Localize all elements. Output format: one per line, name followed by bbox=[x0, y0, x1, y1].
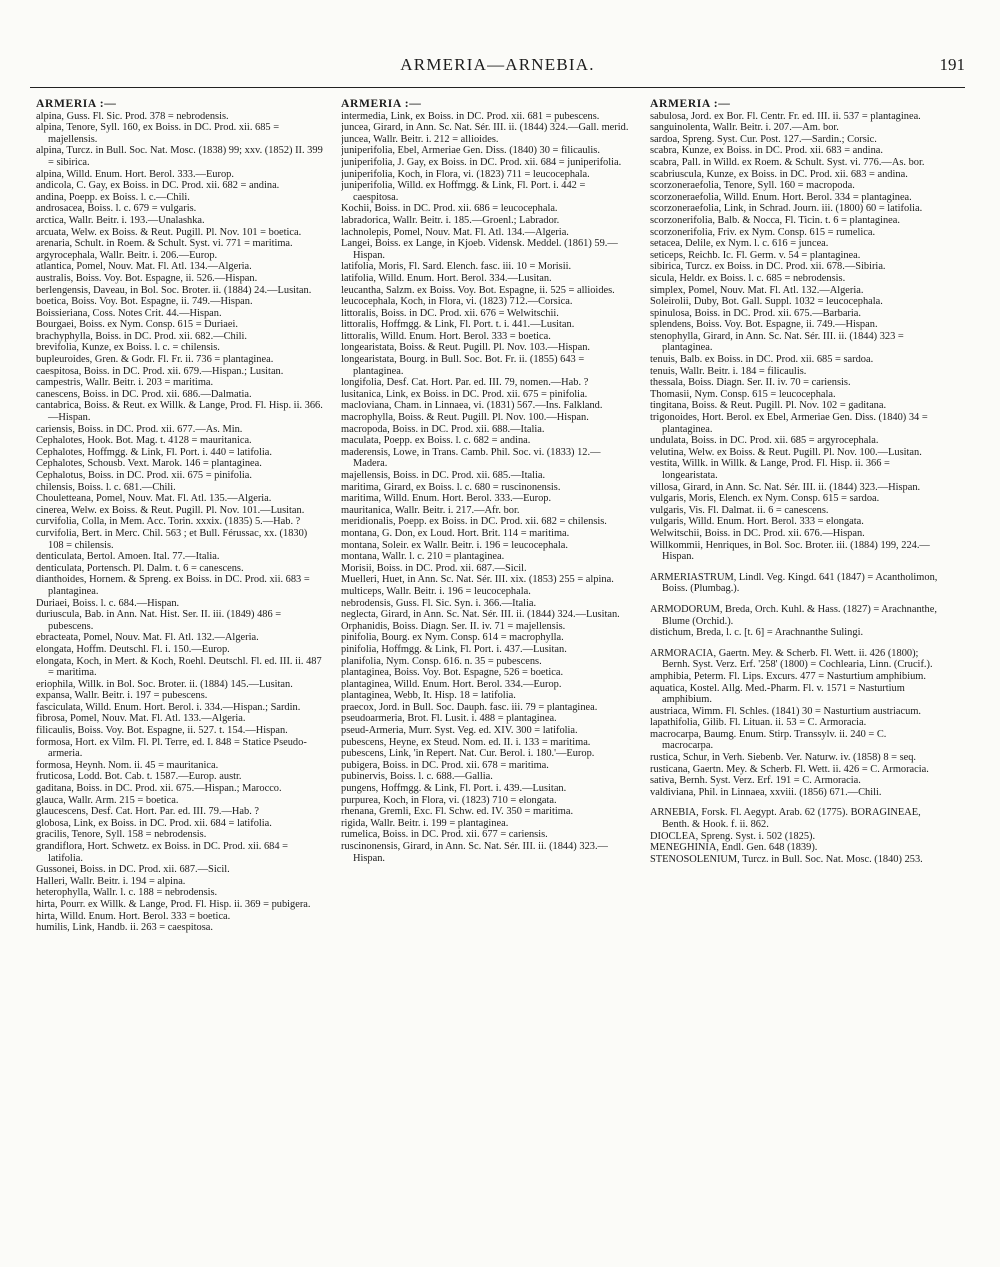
entry: macrophylla, Boiss. & Reut. Pugill. Pl. Nov. 100.—Hispan. bbox=[341, 412, 589, 424]
entry: atlantica, Pomel, Nouv. Mat. Fl. Atl. 134.—Algeria. bbox=[36, 261, 252, 273]
entry: lachnolepis, Pomel, Nouv. Mat. Fl. Atl. 134.—Algeria. bbox=[341, 226, 569, 238]
column-2 bbox=[341, 98, 629, 1258]
entry: brachyphylla, Boiss. in DC. Prod. xii. 682.—Chili. bbox=[36, 330, 247, 342]
entry: juniperifolia, Ebel, Armeriae Gen. Diss. (1840) 30 = filicaulis. bbox=[341, 145, 600, 157]
entry: pubigera, Boiss. in DC. Prod. xii. 678 = maritima. bbox=[341, 759, 549, 771]
entry: vulgaris, Willd. Enum. Hort. Berol. 333 = elongata. bbox=[650, 516, 864, 528]
page-header bbox=[30, 55, 965, 81]
entry: sativa, Bernh. Syst. Verz. Erf. 191 = C. Armoracia. bbox=[650, 775, 861, 787]
entry: pungens, Hoffmgg. & Link, Fl. Port. i. 439.—Lusitan. bbox=[341, 783, 567, 795]
entry: plantaginea, Willd. Enum. Hort. Berol. 334.—Europ. bbox=[341, 678, 562, 690]
entry: andina, Poepp. ex Boiss. l. c.—Chili. bbox=[36, 191, 190, 203]
entry: latifolia, Moris, Fl. Sard. Elench. fasc. iii. 10 = Morisii. bbox=[341, 261, 572, 273]
column-heading: ARMERIA :— bbox=[341, 98, 422, 110]
entry: multiceps, Wallr. Beitr. i. 196 = leucocephala. bbox=[341, 585, 531, 597]
entry: gaditana, Boiss. in DC. Prod. xii. 675.—Hispan.; Marocco. bbox=[36, 783, 282, 795]
entry: scorzoneraefolia, Tenore, Syll. 160 = macropoda. bbox=[650, 180, 855, 192]
entry: elongata, Koch, in Mert. & Koch, Roehl. Deutschl. Fl. ed. III. ii. 487 = maritima. bbox=[36, 655, 322, 679]
entry: pseudoarmeria, Brot. Fl. Lusit. i. 488 = plantaginea. bbox=[341, 713, 557, 725]
entry: alpina, Turcz. in Bull. Soc. Nat. Mosc. (1838) 99; xxv. (1852) II. 399 = sibirica. bbox=[36, 145, 323, 168]
entry: Orphanidis, Boiss. Diagn. Ser. II. iv. 71 = majellensis. bbox=[341, 620, 566, 632]
entry: dianthoides, Hornem. & Spreng. ex Boiss. in DC. Prod. xii. 683 = plantaginea. bbox=[36, 574, 310, 597]
entry-list bbox=[341, 111, 629, 865]
entry: littoralis, Hoffmgg. & Link, Fl. Port. t. i. 441.—Lusitan. bbox=[341, 319, 575, 331]
entry: glaucescens, Desf. Cat. Hort. Par. ed. III. 79.—Hab. ? bbox=[36, 806, 260, 818]
entry: splendens, Boiss. Voy. Bot. Espagne, ii. 749.—Hispan. bbox=[650, 319, 878, 331]
entry: argyrocephala, Wallr. Beitr. i. 206.—Europ. bbox=[36, 249, 218, 261]
entry: maritima, Girard, ex Boiss. l. c. 680 = ruscinonensis. bbox=[341, 481, 561, 493]
entry: pubinervis, Boiss. l. c. 688.—Gallia. bbox=[341, 771, 493, 783]
entry: macloviana, Cham. in Linnaea, vi. (1831) 567.—Ins. Falkland. bbox=[341, 400, 603, 412]
entry: scorzonerifolia, Friv. ex Nym. Consp. 615 = rumelica. bbox=[650, 226, 876, 238]
entry: montana, G. Don, ex Loud. Hort. Brit. 114 = maritima. bbox=[341, 527, 570, 539]
entry: vulgaris, Moris, Elench. ex Nym. Consp. 615 = sardoa. bbox=[650, 493, 880, 505]
entry: villosa, Girard, in Ann. Sc. Nat. Sér. III. ii. (1844) 323.—Hispan. bbox=[650, 481, 921, 493]
entry: ARMORACIA, Gaertn. Mey. & Scherb. Fl. Wett. ii. 426 (1800); Bernh. Syst. Verz. Erf. '258' (1800) = Cochlearia, Linn. (Crucif.). bbox=[650, 647, 933, 671]
column-heading: ARMERIA :— bbox=[36, 98, 117, 110]
entry: brevifolia, Kunze, ex Boiss. l. c. = chilensis. bbox=[36, 342, 220, 354]
entry: formosa, Heynh. Nom. ii. 45 = mauritanica. bbox=[36, 759, 219, 771]
entry: macropoda, Boiss. in DC. Prod. xii. 688.—Italia. bbox=[341, 423, 545, 435]
entry: australis, Boiss. Voy. Bot. Espagne, ii. 526.—Hispan. bbox=[36, 272, 258, 284]
entry: Soleirolii, Duby, Bot. Gall. Suppl. 1032 = leucocephala. bbox=[650, 296, 883, 308]
genera-list bbox=[650, 572, 938, 799]
entry: rhenana, Gremli, Exc. Fl. Schw. ed. IV. 350 = maritima. bbox=[341, 806, 574, 818]
entry: maritima, Willd. Enum. Hort. Berol. 333.—Europ. bbox=[341, 493, 552, 505]
entry: Cephalotes, Hook. Bot. Mag. t. 4128 = mauritanica. bbox=[36, 435, 252, 447]
entry: heterophylla, Wallr. l. c. 188 = nebrodensis. bbox=[36, 887, 218, 899]
entry: cinerea, Welw. ex Boiss. & Reut. Pugill. Pl. Nov. 101.—Lusitan. bbox=[36, 504, 305, 516]
entry: alpina, Willd. Enum. Hort. Berol. 333.—Europ. bbox=[36, 168, 234, 180]
entry: duriuscula, Bab. in Ann. Nat. Hist. Ser. II. iii. (1849) 486 = pubescens. bbox=[36, 609, 282, 632]
entry: cantabrica, Boiss. & Reut. ex Willk. & Lange, Prod. Fl. Hisp. ii. 366.—Hispan. bbox=[36, 400, 323, 424]
entry: sabulosa, Jord. ex Bor. Fl. Centr. Fr. ed. III. ii. 537 = plantaginea. bbox=[650, 110, 921, 122]
entry: majellensis, Boiss. in DC. Prod. xii. 685.—Italia. bbox=[341, 470, 546, 481]
entry: pseud-Armeria, Murr. Syst. Veg. ed. XIV. 300 = latifolia. bbox=[341, 725, 578, 737]
entry: MENEGHINIA, Endl. Gen. 648 (1839). bbox=[650, 842, 818, 854]
entry: spinulosa, Boiss. in DC. Prod. xii. 675.—Barbaria. bbox=[650, 307, 861, 319]
entry: purpurea, Koch, in Flora, vi. (1823) 710 = elongata. bbox=[341, 794, 557, 806]
entry: sicula, Heldr. ex Boiss. l. c. 685 = nebrodensis. bbox=[650, 272, 846, 284]
entry: planifolia, Nym. Consp. 616. n. 35 = pubescens. bbox=[341, 655, 542, 667]
entry: distichum, Breda, l. c. [t. 6] = Arachnanthe Sulingi. bbox=[650, 627, 864, 639]
entry: aquatica, Kostel. Allg. Med.-Pharm. Fl. v. 1571 = Nasturtium amphibium. bbox=[650, 682, 905, 706]
entry: maculata, Poepp. ex Boiss. l. c. 682 = andina. bbox=[341, 435, 531, 447]
entry: DIOCLEA, Spreng. Syst. i. 502 (1825). bbox=[650, 830, 816, 842]
entry: Muelleri, Huet, in Ann. Sc. Nat. Sér. III. xix. (1853) 255 = alpina. bbox=[341, 574, 614, 586]
entry: maderensis, Lowe, in Trans. Camb. Phil. Soc. vi. (1833) 12.—Madera. bbox=[341, 446, 601, 470]
entry: pubescens, Heyne, ex Steud. Nom. ed. II. i. 133 = maritima. bbox=[341, 736, 591, 748]
entry: scorzoneraefolia, Willd. Enum. Hort. Berol. 334 = plantaginea. bbox=[650, 191, 912, 203]
entry: bupleuroides, Gren. & Godr. Fl. Fr. ii. 736 = plantaginea. bbox=[36, 354, 274, 366]
entry: alpina, Tenore, Syll. 160, ex Boiss. in DC. Prod. xii. 685 = majellensis. bbox=[36, 122, 280, 145]
page-number: 191 bbox=[939, 55, 965, 74]
entry: glauca, Wallr. Arm. 215 = boetica. bbox=[36, 794, 179, 806]
entry: canescens, Boiss. in DC. Prod. xii. 686.—Dalmatia. bbox=[36, 388, 252, 400]
entry: valdiviana, Phil. in Linnaea, xxviii. (1856) 671.—Chili. bbox=[650, 786, 882, 798]
entry: hirta, Pourr. ex Willk. & Lange, Prod. Fl. Hisp. ii. 369 = pubigera. bbox=[36, 898, 311, 910]
entry: ebracteata, Pomel, Nouv. Mat. Fl. Atl. 132.—Algeria. bbox=[36, 632, 259, 644]
entry: montana, Soleir. ex Wallr. Beitr. i. 196 = leucocephala. bbox=[341, 539, 569, 551]
entry: tenuis, Balb. ex Boiss. in DC. Prod. xii. 685 = sardoa. bbox=[650, 354, 874, 366]
entry: Halleri, Wallr. Beitr. i. 194 = alpina. bbox=[36, 875, 186, 887]
entry: Welwitschii, Boiss. in DC. Prod. xii. 676.—Hispan. bbox=[650, 527, 865, 539]
entry: Bourgaei, Boiss. ex Nym. Consp. 615 = Duriaei. bbox=[36, 319, 238, 331]
entry: thessala, Boiss. Diagn. Ser. II. iv. 70 = cariensis. bbox=[650, 377, 851, 389]
entry: seticeps, Reichb. Ic. Fl. Germ. v. 54 = plantaginea. bbox=[650, 249, 861, 261]
entry: trigonoides, Hort. Berol. ex Ebel, Armeriae Gen. Diss. (1840) 34 = plantaginea. bbox=[650, 412, 928, 435]
entry: curvifolia, Bert. in Merc. Chil. 563 ; et Bull. Férussac, xx. (1830) 108 = chilensis. bbox=[36, 527, 308, 551]
entry: curvifolia, Colla, in Mem. Acc. Torin. xxxix. (1835) 5.—Hab. ? bbox=[36, 516, 301, 528]
entry: chilensis, Boiss. l. c. 681.—Chili. bbox=[36, 481, 176, 493]
entry: arctica, Wallr. Beitr. i. 193.—Unalashka. bbox=[36, 214, 205, 226]
entry: filicaulis, Boiss. Voy. Bot. Espagne, ii. 527. t. 154.—Hispan. bbox=[36, 725, 288, 737]
entry: mauritanica, Wallr. Beitr. i. 217.—Afr. bor. bbox=[341, 504, 520, 516]
entry: arenaria, Schult. in Roem. & Schult. Syst. vi. 771 = maritima. bbox=[36, 238, 293, 250]
entry: eriophila, Willk. in Bol. Soc. Broter. ii. (1884) 145.—Lusitan. bbox=[36, 678, 293, 690]
entry: ARNEBIA, Forsk. Fl. Aegypt. Arab. 62 (1775). BORAGINEAE, Benth. & Hook. f. ii. 862. bbox=[650, 807, 921, 831]
entry-list bbox=[650, 111, 938, 563]
entry: ruscinonensis, Girard, in Ann. Sc. Nat. Sér. III. ii. (1844) 323.—Hispan. bbox=[341, 841, 608, 864]
entry: littoralis, Willd. Enum. Hort. Berol. 333 = boetica. bbox=[341, 330, 551, 342]
entry: macrocarpa, Baumg. Enum. Stirp. Transsylv. ii. 240 = C. macrocarpa. bbox=[650, 728, 887, 752]
entry: meridionalis, Poepp. ex Boiss. in DC. Prod. xii. 682 = chilensis. bbox=[341, 516, 607, 528]
entry: rigida, Wallr. Beitr. i. 199 = plantaginea. bbox=[341, 817, 509, 829]
entry: Willkommii, Henriques, in Bol. Soc. Broter. iii. (1884) 199, 224.—Hispan. bbox=[650, 539, 930, 563]
entry: Kochii, Boiss. in DC. Prod. xii. 686 = leucocephala. bbox=[341, 203, 558, 215]
entry: caespitosa, Boiss. in DC. Prod. xii. 679.—Hispan.; Lusitan. bbox=[36, 365, 284, 377]
entry: denticulata, Portensch. Pl. Dalm. t. 6 = canescens. bbox=[36, 562, 244, 574]
entry: STENOSOLENIUM, Turcz. in Bull. Soc. Nat. Mosc. (1840) 253. bbox=[650, 853, 923, 865]
entry: fruticosa, Lodd. Bot. Cab. t. 1587.—Europ. austr. bbox=[36, 771, 242, 783]
entry: juniperifolia, Koch, in Flora, vi. (1823) 711 = leucocephala. bbox=[341, 168, 590, 180]
entry: andicola, C. Gay, ex Boiss. in DC. Prod. xii. 682 = andina. bbox=[36, 180, 280, 192]
entry: Cephalotes, Schousb. Vext. Marok. 146 = plantaginea. bbox=[36, 458, 262, 470]
entry: setacea, Delile, ex Nym. l. c. 616 = juncea. bbox=[650, 238, 829, 250]
entry: ARMERIASTRUM, Lindl. Veg. Kingd. 641 (1847) = Acantholimon, Boiss. (Plumbag.). bbox=[650, 571, 938, 595]
entry: humilis, Link, Handb. ii. 263 = caespitosa. bbox=[36, 922, 213, 934]
entry: elongata, Hoffm. Deutschl. Fl. i. 150.—Europ. bbox=[36, 643, 230, 655]
entry: fibrosa, Pomel, Nouv. Mat. Fl. Atl. 133.—Algeria. bbox=[36, 713, 246, 725]
entry: tingitana, Boiss. & Reut. Pugill. Pl. Nov. 102 = gaditana. bbox=[650, 400, 887, 412]
entry: austriaca, Wimm. Fl. Schles. (1841) 30 = Nasturtium austriacum. bbox=[650, 705, 922, 717]
entry: rusticana, Gaertn. Mey. & Scherb. Fl. Wett. ii. 426 = C. Armoracia. bbox=[650, 763, 929, 775]
entry: sardoa, Spreng. Syst. Cur. Post. 127.—Sardin.; Corsic. bbox=[650, 133, 877, 145]
entry: Cephalotus, Boiss. in DC. Prod. xii. 675 = pinifolia. bbox=[36, 470, 252, 481]
entry: lusitanica, Link, ex Boiss. in DC. Prod. xii. 675 = pinifolia. bbox=[341, 388, 588, 400]
entry: scabra, Kunze, ex Boiss. in DC. Prod. xii. 683 = andina. bbox=[650, 145, 883, 157]
arnebia-list bbox=[650, 807, 938, 865]
entry: leucantha, Salzm. ex Boiss. Voy. Bot. Espagne, ii. 525 = allioides. bbox=[341, 284, 615, 296]
column-1 bbox=[36, 98, 324, 1258]
entry: lapathifolia, Gilib. Fl. Lituan. ii. 53 = C. Armoracia. bbox=[650, 717, 867, 729]
entry: montana, Wallr. l. c. 210 = plantaginea. bbox=[341, 551, 505, 563]
entry: rumelica, Boiss. in DC. Prod. xii. 677 = cariensis. bbox=[341, 829, 548, 841]
page-title: ARMERIA—ARNEBIA. bbox=[400, 55, 595, 74]
entry: undulata, Boiss. in DC. Prod. xii. 685 = argyrocephala. bbox=[650, 435, 879, 447]
entry: leucocephala, Koch, in Flora, vi. (1823) 712.—Corsica. bbox=[341, 296, 573, 308]
entry: vestita, Willk. in Willk. & Lange, Prod. Fl. Hisp. ii. 366 = longearistata. bbox=[650, 458, 890, 481]
entry: rustica, Schur, in Verh. Siebenb. Ver. Naturw. iv. (1858) 8 = seq. bbox=[650, 752, 917, 764]
entry: berlengensis, Daveau, in Bol. Soc. Broter. ii. (1884) 24.—Lusitan. bbox=[36, 284, 312, 296]
entry: androsacea, Boiss. l. c. 679 = vulgaris. bbox=[36, 203, 197, 215]
entry: scabra, Pall. in Willd. ex Roem. & Schult. Syst. vi. 776.—As. bor. bbox=[650, 156, 925, 168]
entry: amphibia, Peterm. Fl. Lips. Excurs. 477 = Nasturtium amphibium. bbox=[650, 670, 926, 682]
entry: gracilis, Tenore, Syll. 158 = nebrodensis. bbox=[36, 829, 207, 841]
entry: Chouletteana, Pomel, Nouv. Mat. Fl. Atl. 135.—Algeria. bbox=[36, 493, 272, 505]
entry: grandiflora, Hort. Schwetz. ex Boiss. in DC. Prod. xii. 684 = latifolia. bbox=[36, 841, 289, 864]
entry: longifolia, Desf. Cat. Hort. Par. ed. III. 79, nomen.—Hab. ? bbox=[341, 377, 589, 389]
entry: latifolia, Willd. Enum. Hort. Berol. 334.—Lusitan. bbox=[341, 272, 552, 284]
entry: juncea, Wallr. Beitr. i. 212 = allioides. bbox=[341, 133, 499, 145]
entry: Boissieriana, Coss. Notes Crit. 44.—Hispan. bbox=[36, 307, 222, 319]
entry: littoralis, Boiss. in DC. Prod. xii. 676 = Welwitschii. bbox=[341, 307, 559, 319]
entry: juncea, Girard, in Ann. Sc. Nat. Sér. III. ii. (1844) 324.—Gall. merid. bbox=[341, 122, 629, 134]
entry: campestris, Wallr. Beitr. i. 203 = maritima. bbox=[36, 377, 214, 389]
entry: expansa, Wallr. Beitr. i. 197 = pubescens. bbox=[36, 690, 208, 702]
entry: tenuis, Wallr. Beitr. i. 184 = filicaulis. bbox=[650, 365, 807, 377]
entry: longearistata, Boiss. & Reut. Pugill. Pl. Nov. 103.—Hispan. bbox=[341, 342, 590, 354]
entry: Cephalotes, Hoffmgg. & Link, Fl. Port. i. 440 = latifolia. bbox=[36, 446, 272, 458]
entry: juniperifolia, Willd. ex Hoffmgg. & Link, Fl. Port. i. 442 = caespitosa. bbox=[341, 180, 586, 203]
entry: scabriuscula, Kunze, ex Boiss. in DC. Prod. xii. 683 = andina. bbox=[650, 168, 908, 180]
entry: alpina, Guss. Fl. Sic. Prod. 378 = nebrodensis. bbox=[36, 110, 229, 122]
entry: hirta, Willd. Enum. Hort. Berol. 333 = boetica. bbox=[36, 910, 231, 922]
entry: denticulata, Bertol. Amoen. Ital. 77.—Italia. bbox=[36, 551, 220, 563]
entry: neglecta, Girard, in Ann. Sc. Nat. Sér. III. ii. (1844) 324.—Lusitan. bbox=[341, 609, 620, 621]
entry: vulgaris, Vis. Fl. Dalmat. ii. 6 = canescens. bbox=[650, 504, 829, 516]
entry: simplex, Pomel, Nouv. Mat. Fl. Atl. 132.—Algeria. bbox=[650, 284, 864, 296]
entry: plantaginea, Boiss. Voy. Bot. Espagne, 526 = boetica. bbox=[341, 667, 564, 679]
entry: fasciculata, Willd. Enum. Hort. Berol. i. 334.—Hispan.; Sardin. bbox=[36, 701, 301, 713]
entry: Morisii, Boiss. in DC. Prod. xii. 687.—Sicil. bbox=[341, 562, 527, 574]
entry: intermedia, Link, ex Boiss. in DC. Prod. xii. 681 = pubescens. bbox=[341, 110, 600, 122]
header-rule bbox=[30, 87, 965, 88]
entry: globosa, Link, ex Boiss. in DC. Prod. xii. 684 = latifolia. bbox=[36, 817, 272, 829]
entry: pubescens, Link, 'in Repert. Nat. Cur. Berol. i. 180.'—Europ. bbox=[341, 748, 595, 760]
entry: arcuata, Welw. ex Boiss. & Reut. Pugill. Pl. Nov. 101 = boetica. bbox=[36, 226, 302, 238]
entry: sibirica, Turcz. ex Boiss. in DC. Prod. xii. 678.—Sibiria. bbox=[650, 261, 886, 273]
entry: praecox, Jord. in Bull. Soc. Dauph. fasc. iii. 79 = plantaginea. bbox=[341, 701, 598, 713]
entry: labradorica, Wallr. Beitr. i. 185.—Groenl.; Labrador. bbox=[341, 214, 560, 226]
entry: formosa, Hort. ex Vilm. Fl. Pl. Terre, ed. I. 848 = Statice Pseudo-armeria. bbox=[36, 736, 307, 760]
entry: plantaginea, Webb, It. Hisp. 18 = latifolia. bbox=[341, 690, 516, 702]
entry-list bbox=[36, 111, 324, 934]
entry: scorzoneraefolia, Link, in Schrad. Journ. iii. (1800) 60 = latifolia. bbox=[650, 203, 923, 215]
entry: velutina, Welw. ex Boiss. & Reut. Pugill. Pl. Nov. 100.—Lusitan. bbox=[650, 446, 922, 458]
entry: boetica, Boiss. Voy. Bot. Espagne, ii. 749.—Hispan. bbox=[36, 296, 253, 308]
entry: stenophylla, Girard, in Ann. Sc. Nat. Sér. III. ii. (1844) 323 = plantaginea. bbox=[650, 330, 904, 354]
entry: Thomasii, Nym. Consp. 615 = leucocephala. bbox=[650, 388, 836, 400]
entry: juniperifolia, J. Gay, ex Boiss. in DC. Prod. xii. 684 = juniperifolia. bbox=[341, 156, 622, 168]
column-3 bbox=[650, 98, 938, 1258]
entry: nebrodensis, Guss. Fl. Sic. Syn. i. 366.—Italia. bbox=[341, 597, 537, 609]
entry: ARMODORUM, Breda, Orch. Kuhl. & Hass. (1827) = Arachnanthe, Blume (Orchid.). bbox=[650, 603, 937, 627]
entry: pinifolia, Hoffmgg. & Link, Fl. Port. i. 437.—Lusitan. bbox=[341, 643, 567, 655]
entry: Duriaei, Boiss. l. c. 684.—Hispan. bbox=[36, 597, 180, 609]
entry: scorzonerifolia, Balb. & Nocca, Fl. Ticin. t. 6 = plantaginea. bbox=[650, 214, 900, 226]
entry: sanguinolenta, Wallr. Beitr. i. 207.—Am. bor. bbox=[650, 122, 839, 134]
entry: Gussonei, Boiss. in DC. Prod. xii. 687.—Sicil. bbox=[36, 864, 230, 876]
entry: pinifolia, Bourg. ex Nym. Consp. 614 = macrophylla. bbox=[341, 632, 564, 644]
entry: cariensis, Boiss. in DC. Prod. xii. 677.—As. Min. bbox=[36, 423, 243, 435]
column-heading: ARMERIA :— bbox=[650, 98, 731, 110]
entry: longearistata, Bourg. in Bull. Soc. Bot. Fr. ii. (1855) 643 = plantaginea. bbox=[341, 354, 585, 377]
entry: Langei, Boiss. ex Lange, in Kjoeb. Vidensk. Meddel. (1861) 59.—Hispan. bbox=[341, 238, 618, 261]
